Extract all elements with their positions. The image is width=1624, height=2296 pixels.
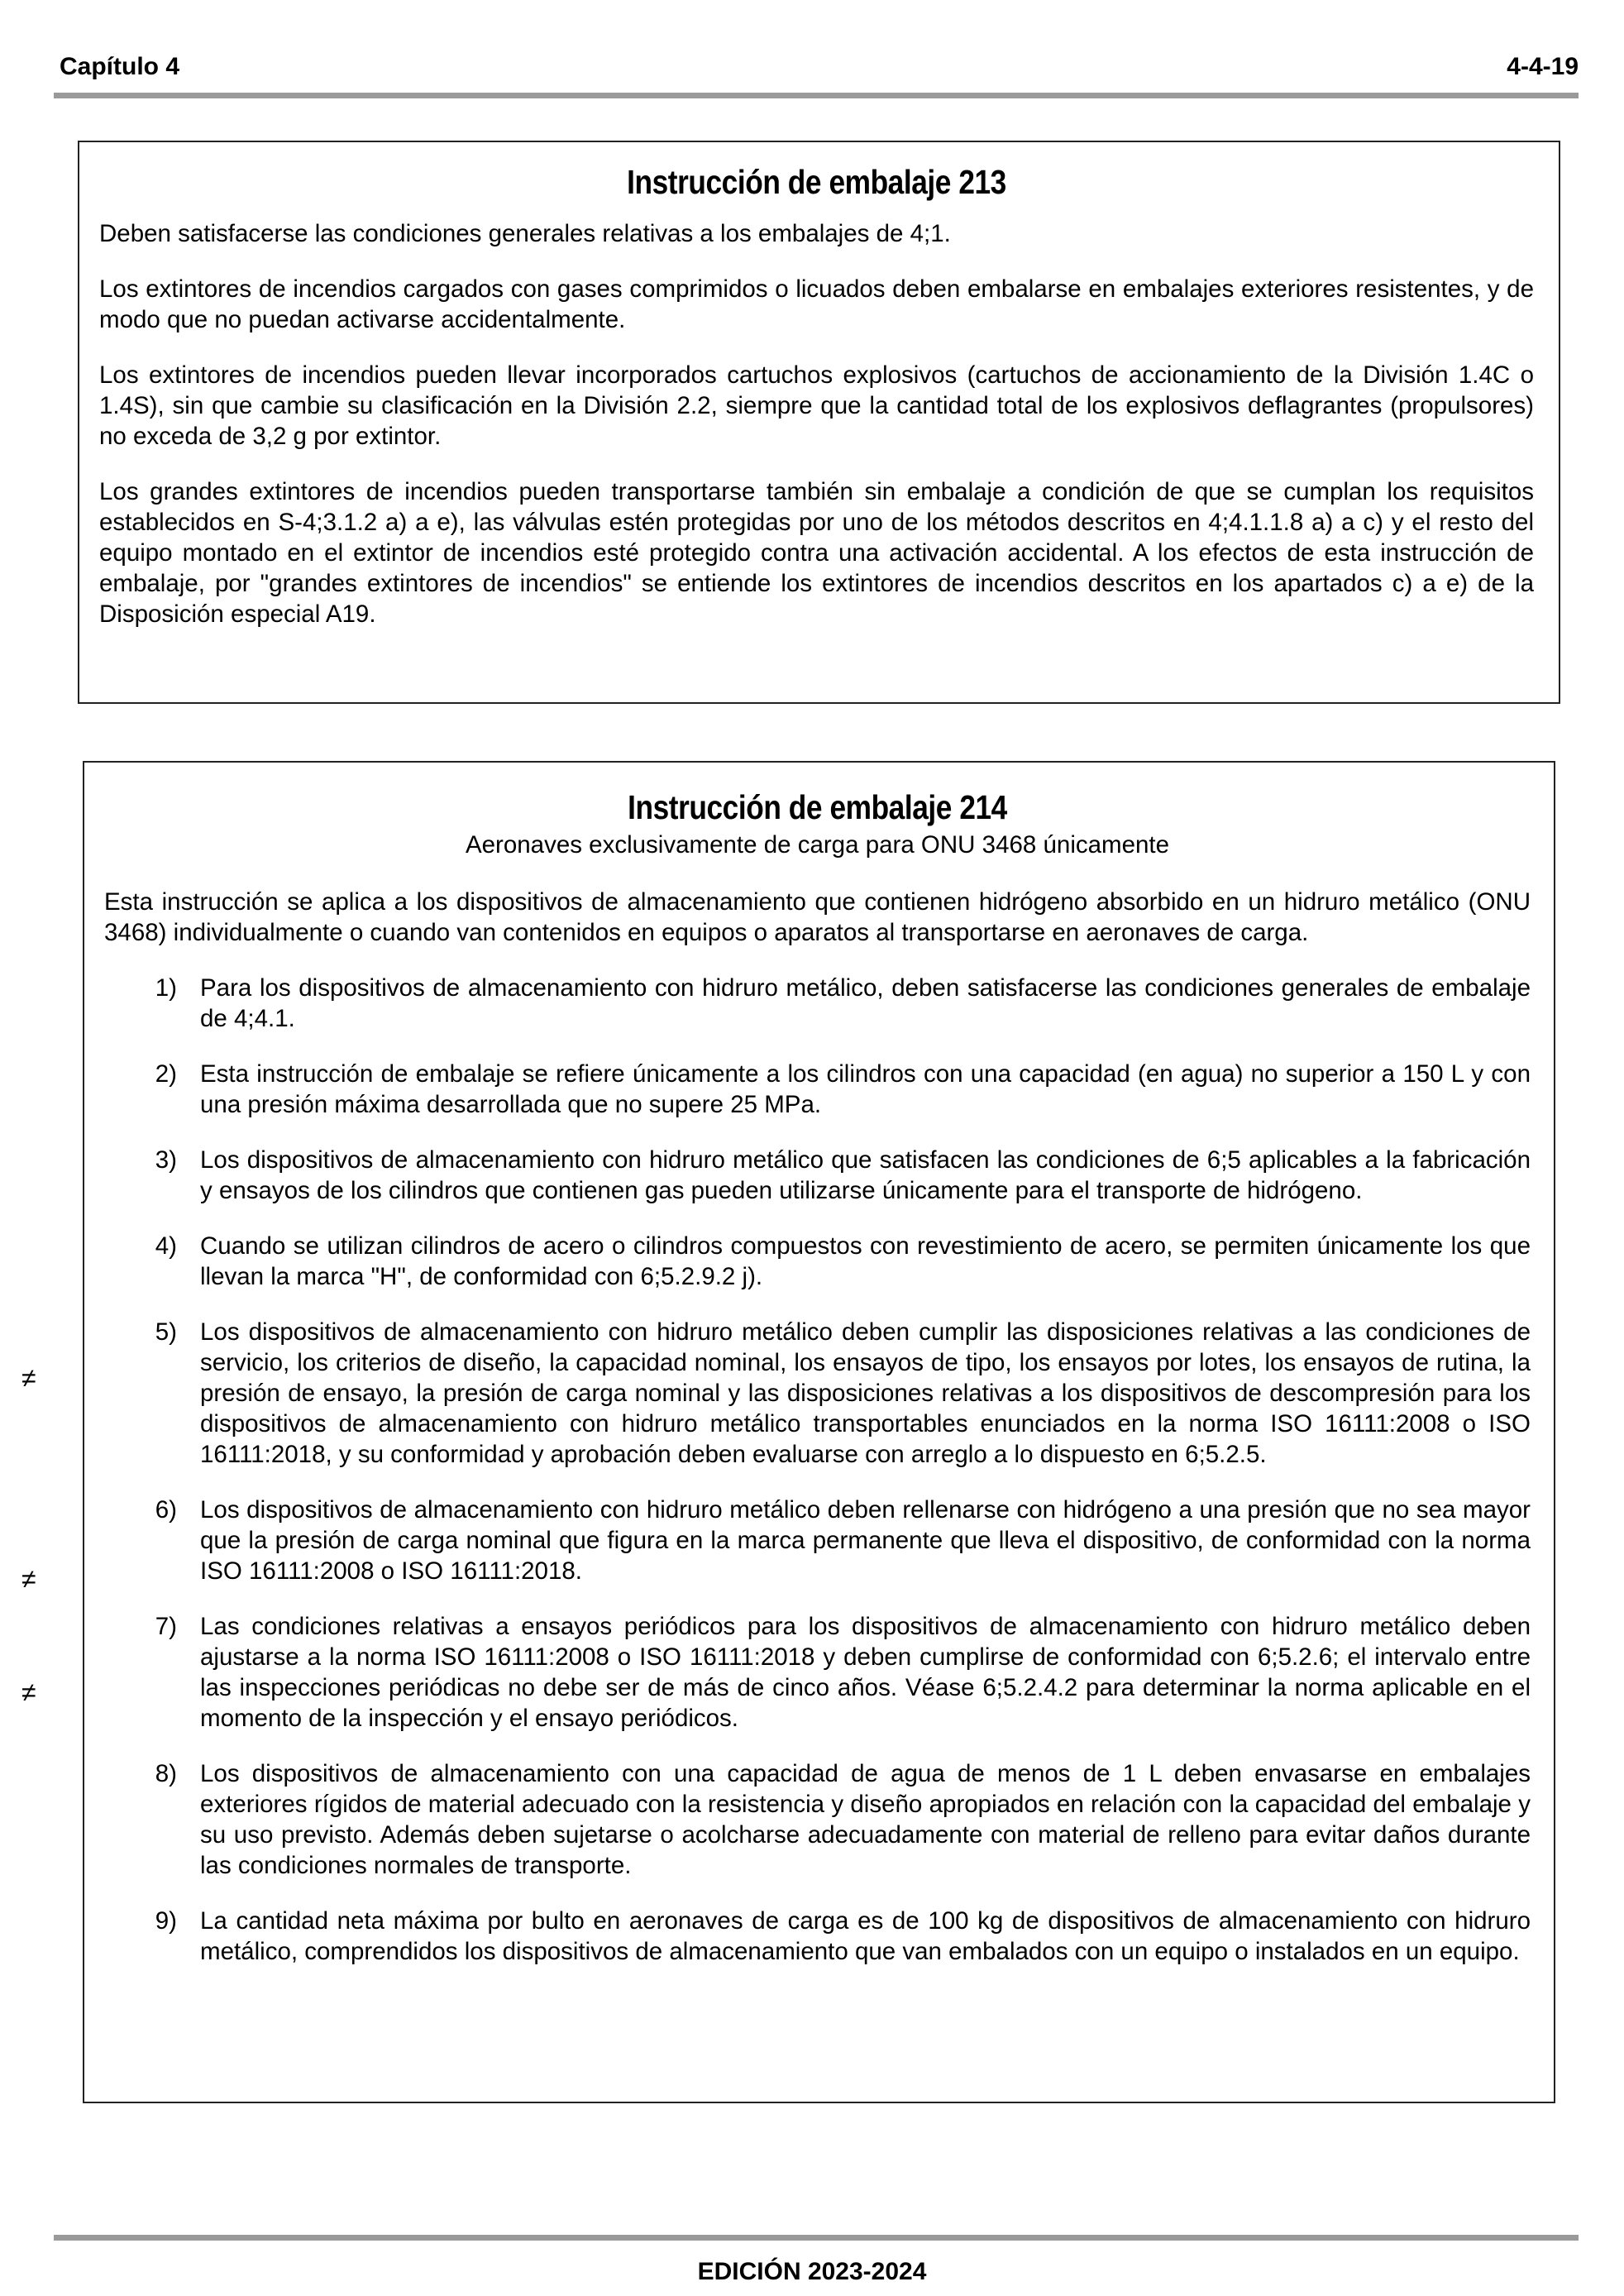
list-item <box>104 1495 1531 1586</box>
pi214-subtitle: Aeronaves exclusivamente de carga para ONU 3468 únicamente <box>465 831 1170 859</box>
page-header <box>60 53 1579 81</box>
item-text: Cuando se utilizan cilindros de acero o cilindros compuestos con revestimiento de acero, se permiten únicamente los que llevan la marca "H", de conformidad con 6;5.2.9.2 j). <box>200 1232 1531 1290</box>
pi214-intro: Esta instrucción se aplica a los dispositivos de almacenamiento que contienen hidrógeno absorbido en un hidruro metálico (ONU 3468) individualmente o cuando van contenidos en equipos o aparatos al transportarse en aeronaves de carga. <box>104 888 1531 946</box>
list-item <box>104 1758 1531 1881</box>
packing-instruction-214-box <box>83 761 1555 2103</box>
list-item <box>104 973 1531 1034</box>
header-rule <box>54 93 1579 98</box>
pi213-paragraph: Deben satisfacerse las condiciones generales relativas a los embalajes de 4;1. <box>99 220 951 247</box>
item-text: Los dispositivos de almacenamiento con hidruro metálico deben rellenarse con hidrógeno a una presión que no sea mayor que la presión de carga nominal que figura en la marca permanente que lleva el dispositivo, de conformidad con la norma ISO 16111:2008 o ISO 16111:2018. <box>200 1496 1531 1585</box>
item-number: 6) <box>155 1496 177 1523</box>
pi213-paragraph: Los extintores de incendios cargados con gases comprimidos o licuados deben embalarse en embalajes exteriores resistentes, y de modo que no puedan activarse accidentalmente. <box>99 275 1534 333</box>
item-number: 2) <box>155 1060 177 1088</box>
pi213-title: Instrucción de embalaje 213 <box>627 163 1006 201</box>
item-number: 7) <box>155 1613 177 1640</box>
list-item <box>104 1906 1531 1967</box>
edition-footer: EDICIÓN 2023-2024 <box>697 2258 927 2285</box>
chapter-label: Capítulo 4 <box>60 53 180 80</box>
item-number: 5) <box>155 1318 177 1346</box>
item-number: 8) <box>155 1760 177 1787</box>
list-item <box>104 1231 1531 1292</box>
pi214-title: Instrucción de embalaje 214 <box>628 788 1007 826</box>
item-number: 3) <box>155 1146 177 1174</box>
change-mark-item-7: ≠ <box>21 1677 36 1707</box>
pi213-paragraph: Los grandes extintores de incendios pueden transportarse también sin embalaje a condición de que se cumplan los requisitos establecidos en S-4;3.1.2 a) a e), las válvulas estén protegidas por uno de los métodos descritos en 4;4.1.1.8 a) a c) y el resto del equipo montado en el extintor de incendios esté protegido contra una activación accidental. A los efectos de esta instrucción de embalaje, por "grandes extintores de incendios" se entiende los extintores de incendios descritos en los apartados c) a e) de la Disposición especial A19. <box>99 478 1534 628</box>
item-number: 1) <box>155 974 177 1002</box>
item-number: 9) <box>155 1907 177 1935</box>
item-text: Los dispositivos de almacenamiento con hidruro metálico que satisfacen las condiciones de 6;5 aplicables a la fabricación y ensayos de los cilindros que contienen gas pueden utilizarse únicamente para el transporte de hidrógeno. <box>200 1146 1531 1204</box>
item-number: 4) <box>155 1232 177 1260</box>
item-text: Los dispositivos de almacenamiento con una capacidad de agua de menos de 1 L deben envasarse en embalajes exteriores rígidos de material adecuado con la resistencia y diseño apropiados en relación con la capacidad del embalaje y su uso previsto. Además deben sujetarse o acolcharse adecuadamente con material de relleno para evitar daños durante las condiciones normales de transporte. <box>200 1760 1531 1879</box>
packing-instruction-213-box <box>78 141 1560 704</box>
footer-rule <box>54 2235 1579 2241</box>
change-mark-item-6: ≠ <box>21 1564 36 1594</box>
item-text: Para los dispositivos de almacenamiento con hidruro metálico, deben satisfacerse las condiciones generales de embalaje de 4;4.1. <box>200 974 1531 1032</box>
list-item <box>104 1145 1531 1206</box>
item-text: Los dispositivos de almacenamiento con hidruro metálico deben cumplir las disposiciones relativas a las condiciones de servicio, los criterios de diseño, la capacidad nominal, los ensayos de tipo, los ensayos por lotes, los ensayos de rutina, la presión de ensayo, la presión de carga nominal y las disposiciones relativas a los dispositivos de descompresión para los dispositivos de almacenamiento con hidruro metálico transportables enunciados en la norma ISO 16111:2008 o ISO 16111:2018, y su conformidad y aprobación deben evaluarse con arreglo a lo dispuesto en 6;5.2.5. <box>200 1318 1531 1468</box>
item-text: La cantidad neta máxima por bulto en aeronaves de carga es de 100 kg de dispositivos de almacenamiento con hidruro metálico, comprendidos los dispositivos de almacenamiento que van embalados con un equipo o instalados en un equipo. <box>200 1907 1531 1965</box>
pi213-paragraph: Los extintores de incendios pueden llevar incorporados cartuchos explosivos (cartuchos de accionamiento de la División 1.4C o 1.4S), sin que cambie su clasificación en la División 2.2, siempre que la cantidad total de los explosivos deflagrantes (propulsores) no exceda de 3,2 g por extintor. <box>99 361 1534 450</box>
page-number: 4-4-19 <box>1507 53 1579 80</box>
change-mark-item-5: ≠ <box>21 1363 36 1393</box>
list-item <box>104 1317 1531 1470</box>
item-text: Esta instrucción de embalaje se refiere únicamente a los cilindros con una capacidad (en agua) no superior a 150 L y con una presión máxima desarrollada que no supere 25 MPa. <box>200 1060 1531 1118</box>
list-item <box>104 1059 1531 1120</box>
item-text: Las condiciones relativas a ensayos periódicos para los dispositivos de almacenamiento con hidruro metálico deben ajustarse a la norma ISO 16111:2008 o ISO 16111:2018 y deben cumplirse de conformidad con 6;5.2.6; el intervalo entre las inspecciones periódicas no debe ser de más de cinco años. Véase 6;5.2.4.2 para determinar la norma aplicable en el momento de la inspección y el ensayo periódicos. <box>200 1613 1531 1732</box>
list-item <box>104 1611 1531 1734</box>
